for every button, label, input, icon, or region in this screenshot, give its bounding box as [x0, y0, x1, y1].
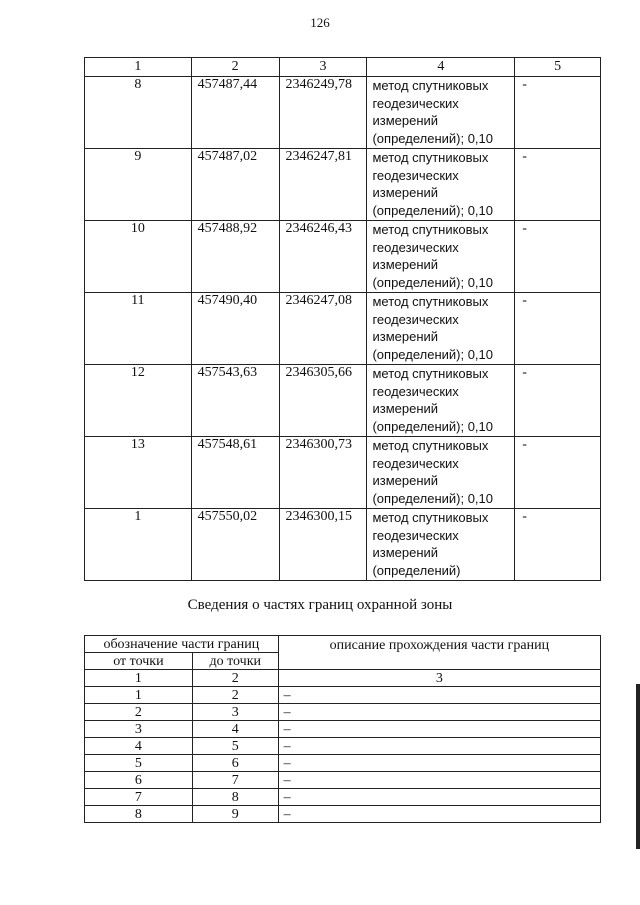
note-cell: -	[515, 509, 601, 581]
point-number: 8	[85, 77, 192, 149]
coordinate-y: 2346300,73	[279, 437, 367, 509]
part-description: –	[278, 721, 600, 738]
method-line: измерений	[372, 473, 439, 488]
method-line: измерений	[372, 257, 439, 272]
boundary-part-row	[85, 704, 601, 721]
coordinate-x: 457550,02	[191, 509, 279, 581]
point-number: 1	[85, 509, 192, 581]
to-point: 5	[192, 738, 278, 755]
boundary-designation-header: обозначение части границ	[85, 636, 279, 653]
coordinate-row	[85, 221, 601, 293]
coordinates-header-row	[85, 58, 601, 77]
measurement-method	[367, 437, 515, 509]
boundary-part-row	[85, 738, 601, 755]
part-description: –	[278, 806, 600, 823]
method-line: метод спутниковых	[372, 366, 489, 381]
coordinate-x: 457543,63	[191, 365, 279, 437]
boundary-part-row	[85, 721, 601, 738]
column-number-3: 3	[279, 58, 367, 77]
coordinate-y: 2346300,15	[279, 509, 367, 581]
method-line: измерений	[372, 113, 439, 128]
parts-column-number-2: 2	[192, 670, 278, 687]
from-point: 8	[85, 806, 193, 823]
measurement-method	[367, 365, 515, 437]
coordinate-x: 457488,92	[191, 221, 279, 293]
parts-column-number-3: 3	[278, 670, 600, 687]
coordinate-y: 2346246,43	[279, 221, 367, 293]
part-description: –	[278, 789, 600, 806]
method-line: (определений); 0,10	[372, 202, 493, 218]
coordinate-x: 457487,44	[191, 77, 279, 149]
coordinate-row	[85, 437, 601, 509]
boundary-part-row	[85, 755, 601, 772]
parts-column-numbers-row	[85, 670, 601, 687]
coordinate-y: 2346247,08	[279, 293, 367, 365]
boundary-part-row	[85, 789, 601, 806]
note-cell: -	[515, 149, 601, 221]
note-cell: -	[515, 437, 601, 509]
method-line: метод спутниковых	[372, 294, 489, 309]
method-line: (определений); 0,10	[372, 130, 493, 146]
scan-edge-bar	[636, 684, 640, 849]
to-point: 6	[192, 755, 278, 772]
coordinate-x: 457490,40	[191, 293, 279, 365]
method-line: геодезических	[372, 527, 459, 543]
part-description: –	[278, 772, 600, 789]
note-cell: -	[515, 293, 601, 365]
from-point: 2	[85, 704, 193, 721]
parts-header-row-1	[85, 636, 601, 653]
from-point: 7	[85, 789, 193, 806]
method-line: измерений	[372, 329, 439, 344]
point-number: 13	[85, 437, 192, 509]
part-description: –	[278, 738, 600, 755]
boundary-part-row	[85, 687, 601, 704]
method-line: (определений); 0,10	[372, 418, 493, 434]
part-description: –	[278, 755, 600, 772]
method-line: (определений); 0,10	[372, 274, 493, 290]
note-cell: -	[515, 221, 601, 293]
method-line: геодезических	[372, 167, 459, 183]
coordinate-x: 457487,02	[191, 149, 279, 221]
from-point-header: от точки	[85, 653, 193, 670]
method-line: измерений	[372, 185, 439, 200]
method-line: метод спутниковых	[372, 510, 489, 525]
note-cell: -	[515, 77, 601, 149]
to-point: 7	[192, 772, 278, 789]
coordinate-y: 2346249,78	[279, 77, 367, 149]
measurement-method	[367, 293, 515, 365]
measurement-method	[367, 221, 515, 293]
note-cell: -	[515, 365, 601, 437]
from-point: 5	[85, 755, 193, 772]
parts-column-number-1: 1	[85, 670, 193, 687]
method-line: (определений); 0,10	[372, 346, 493, 362]
coordinate-y: 2346247,81	[279, 149, 367, 221]
to-point: 9	[192, 806, 278, 823]
column-number-1: 1	[85, 58, 192, 77]
measurement-method	[367, 77, 515, 149]
column-number-5: 5	[515, 58, 601, 77]
point-number: 10	[85, 221, 192, 293]
method-line: геодезических	[372, 383, 459, 399]
method-line: метод спутниковых	[372, 222, 489, 237]
column-number-2: 2	[191, 58, 279, 77]
to-point: 2	[192, 687, 278, 704]
method-line: геодезических	[372, 311, 459, 327]
to-point: 3	[192, 704, 278, 721]
point-number: 9	[85, 149, 192, 221]
coordinate-x: 457548,61	[191, 437, 279, 509]
method-line: измерений	[372, 401, 439, 416]
boundary-part-row	[85, 806, 601, 823]
to-point: 4	[192, 721, 278, 738]
point-number: 11	[85, 293, 192, 365]
part-description: –	[278, 687, 600, 704]
from-point: 3	[85, 721, 193, 738]
section-title: Сведения о частях границ охранной зоны	[187, 597, 453, 613]
method-line: (определений)	[372, 562, 461, 578]
part-description: –	[278, 704, 600, 721]
column-number-4: 4	[367, 58, 515, 77]
measurement-method	[367, 509, 515, 581]
point-number: 12	[85, 365, 192, 437]
boundary-part-row	[85, 772, 601, 789]
from-point: 4	[85, 738, 193, 755]
method-line: геодезических	[372, 95, 459, 111]
method-line: метод спутниковых	[372, 78, 489, 93]
from-point: 1	[85, 687, 193, 704]
coordinate-row	[85, 77, 601, 149]
method-line: геодезических	[372, 455, 459, 471]
boundary-description-header: описание прохождения части границ	[278, 636, 600, 670]
measurement-method	[367, 149, 515, 221]
method-line: измерений	[372, 545, 439, 560]
method-line: метод спутниковых	[372, 150, 489, 165]
coordinate-row	[85, 293, 601, 365]
to-point-header: до точки	[192, 653, 278, 670]
to-point: 8	[192, 789, 278, 806]
page-number: 126	[310, 15, 330, 30]
boundary-parts-table	[84, 635, 601, 823]
method-line: (определений); 0,10	[372, 490, 493, 506]
coordinate-row	[85, 149, 601, 221]
coordinate-y: 2346305,66	[279, 365, 367, 437]
from-point: 6	[85, 772, 193, 789]
coordinate-row	[85, 509, 601, 581]
coordinate-row	[85, 365, 601, 437]
method-line: метод спутниковых	[372, 438, 489, 453]
coordinates-table	[84, 57, 601, 581]
method-line: геодезических	[372, 239, 459, 255]
